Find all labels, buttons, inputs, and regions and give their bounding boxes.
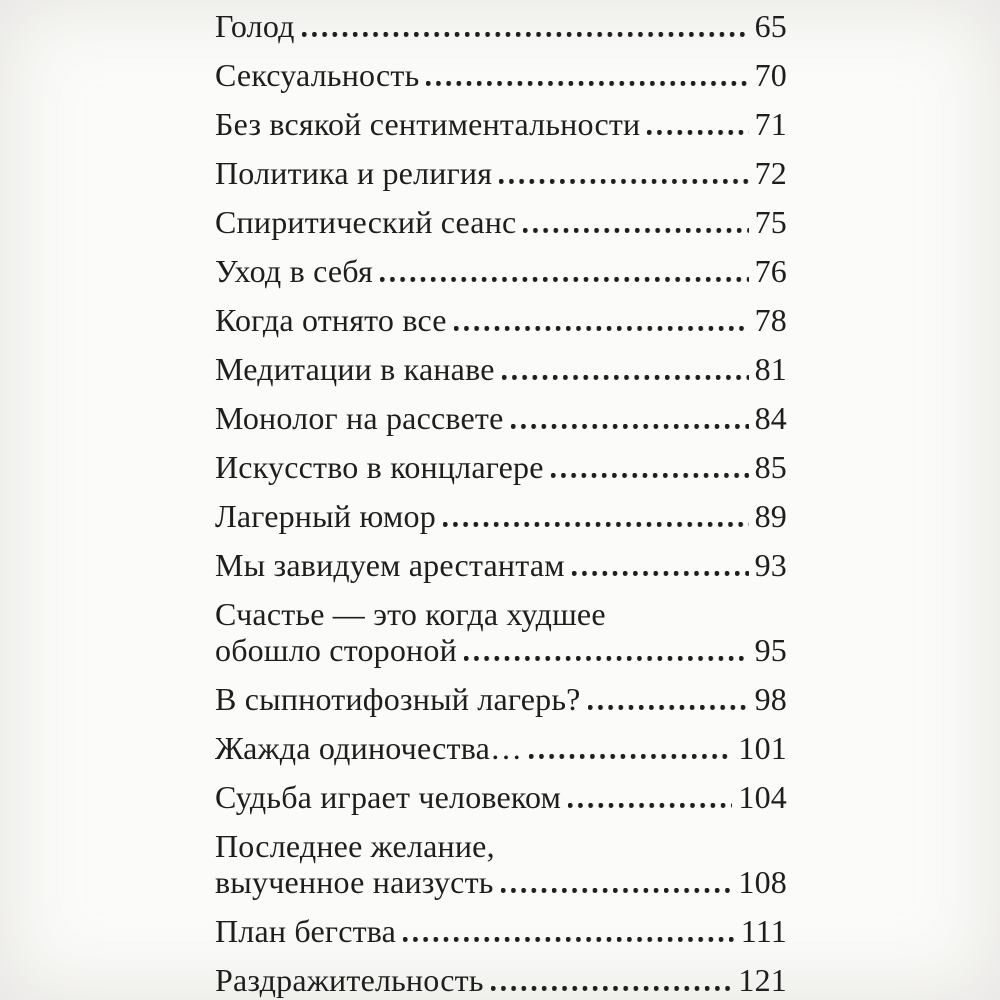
toc-entry-line <box>215 498 787 534</box>
toc-entry-page: 81 <box>754 351 787 387</box>
dot-leader <box>491 962 733 998</box>
toc-entry-line <box>215 596 787 632</box>
toc-entry-line <box>215 632 787 668</box>
toc-entry-page: 89 <box>754 498 787 534</box>
toc-entry-title: Сексуальность <box>215 57 420 93</box>
toc-entry <box>215 498 787 534</box>
toc-entry-line <box>215 779 787 815</box>
toc-entry <box>215 779 787 815</box>
toc-entry-line <box>215 547 787 583</box>
toc-entry-title: Лагерный юмор <box>215 498 436 534</box>
toc-entry-page: 93 <box>754 547 787 583</box>
toc-entry-title: Последнее желание, <box>215 828 495 864</box>
dot-leader <box>529 730 732 766</box>
toc-entry-page: 70 <box>754 57 787 93</box>
dot-leader <box>426 57 748 93</box>
toc-entry <box>215 253 787 289</box>
toc-entry-line <box>215 302 787 338</box>
toc-entry-title: обошло стороной <box>215 632 457 668</box>
toc-entry-title: Раздражительность <box>215 962 484 998</box>
toc-entry-page: 101 <box>738 730 787 766</box>
toc-list <box>215 8 787 1000</box>
toc-entry <box>215 57 787 93</box>
dot-leader <box>502 351 749 387</box>
toc-entry-page: 108 <box>738 864 787 900</box>
dot-leader <box>588 681 749 717</box>
toc-entry <box>215 962 787 998</box>
toc-entry-page: 84 <box>754 400 787 436</box>
dot-leader <box>454 302 749 338</box>
dot-leader <box>499 155 748 191</box>
toc-entry <box>215 913 787 949</box>
toc-entry <box>215 828 787 900</box>
toc-entry-title: Судьба играет человеком <box>215 779 562 815</box>
toc-entry-title: Монолог на рассвете <box>215 400 504 436</box>
toc-entry-line <box>215 155 787 191</box>
toc-entry-title: Без всякой сентиментальности <box>215 106 641 142</box>
toc-entry-line <box>215 730 787 766</box>
toc-entry-line <box>215 828 787 864</box>
toc-entry <box>215 681 787 717</box>
toc-entry-page: 95 <box>754 632 787 668</box>
toc-entry-line <box>215 681 787 717</box>
dot-leader <box>551 449 749 485</box>
dot-leader <box>464 632 749 668</box>
toc-entry-line <box>215 962 787 998</box>
toc-entry-page: 76 <box>754 253 787 289</box>
toc-entry-line <box>215 8 787 44</box>
toc-entry-title: В сыпнотифозный лагерь? <box>215 681 581 717</box>
toc-entry <box>215 400 787 436</box>
dot-leader <box>501 864 733 900</box>
toc-entry-title: Голод <box>215 8 295 44</box>
toc-entry-title: Уход в себя <box>215 253 373 289</box>
toc-entry-title: Спиритический сеанс <box>215 204 517 240</box>
toc-entry-title: План бегства <box>215 913 397 949</box>
toc-entry-line <box>215 351 787 387</box>
toc-entry <box>215 106 787 142</box>
toc-entry <box>215 449 787 485</box>
toc-entry-page: 71 <box>754 106 787 142</box>
toc-entry-title: Мы завидуем арестантам <box>215 547 565 583</box>
toc-entry-line <box>215 449 787 485</box>
toc-entry-title: Политика и религия <box>215 155 493 191</box>
toc-entry-page: 111 <box>740 913 787 949</box>
toc-entry-title: Счастье — это когда худшее <box>215 596 606 632</box>
toc-entry-page: 72 <box>754 155 787 191</box>
dot-leader <box>523 204 748 240</box>
toc-entry-line <box>215 253 787 289</box>
toc-entry-page: 65 <box>754 8 787 44</box>
toc-entry <box>215 351 787 387</box>
toc-entry <box>215 547 787 583</box>
toc-entry-page: 121 <box>738 962 787 998</box>
toc-entry-page: 104 <box>738 779 787 815</box>
toc-entry-page: 98 <box>754 681 787 717</box>
toc-entry-line <box>215 913 787 949</box>
toc-entry-title: Медитации в канаве <box>215 351 495 387</box>
dot-leader <box>403 913 735 949</box>
dot-leader <box>380 253 749 289</box>
toc-entry <box>215 302 787 338</box>
dot-leader <box>302 8 749 44</box>
toc-entry-page: 75 <box>754 204 787 240</box>
toc-entry-line <box>215 400 787 436</box>
toc-entry <box>215 8 787 44</box>
toc-entry <box>215 596 787 668</box>
toc-entry-page: 85 <box>754 449 787 485</box>
toc-entry-line <box>215 106 787 142</box>
toc-entry-title: Когда отнято все <box>215 302 447 338</box>
dot-leader <box>572 547 749 583</box>
dot-leader <box>568 779 732 815</box>
dot-leader <box>443 498 749 534</box>
dot-leader <box>647 106 748 142</box>
dot-leader <box>511 400 749 436</box>
toc-entry-title: выученное наизусть <box>215 864 494 900</box>
toc-entry-line <box>215 57 787 93</box>
toc-entry-title: Жажда одиночества… <box>215 730 523 766</box>
toc-entry <box>215 155 787 191</box>
toc-entry-line <box>215 204 787 240</box>
toc-entry <box>215 730 787 766</box>
toc-entry-title: Искусство в концлагере <box>215 449 544 485</box>
toc-entry-page: 78 <box>754 302 787 338</box>
toc-entry-line <box>215 864 787 900</box>
toc-entry <box>215 204 787 240</box>
